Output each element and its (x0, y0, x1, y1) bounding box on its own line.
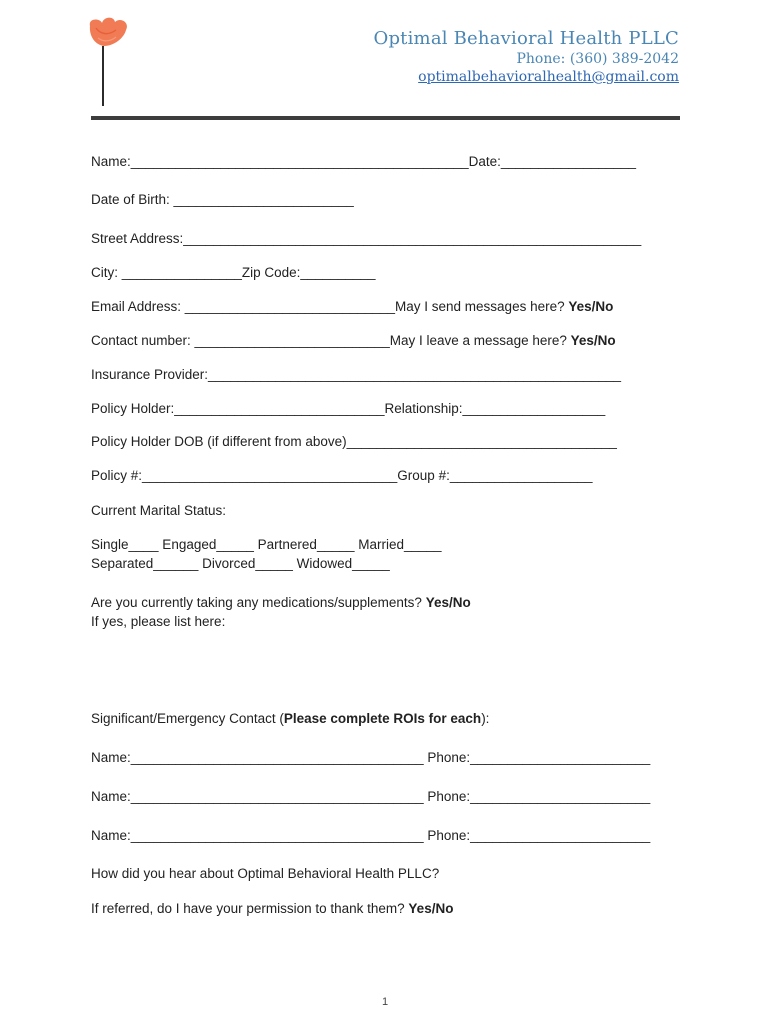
email-row (91, 299, 613, 315)
referral-source-question: How did you hear about Optimal Behavioral Health PLLC? (91, 866, 440, 881)
emergency-contact-row[interactable]: Name:_______________________________________ Phone:________________________ (91, 789, 651, 804)
email-field[interactable]: Email Address: ____________________________ (91, 299, 396, 314)
header-divider (91, 116, 680, 120)
org-phone: Phone: (360) 389-2042 (516, 51, 679, 67)
org-email-link[interactable]: optimalbehavioralhealth@gmail.com (418, 69, 679, 85)
policy-group-field[interactable]: Policy #:__________________________________Group #:___________________ (91, 468, 593, 483)
medications-question: Are you currently taking any medications/supplements? (91, 595, 426, 610)
contact-number-field[interactable]: Contact number: __________________________ (91, 333, 390, 348)
policy-holder-dob-field[interactable]: Policy Holder DOB (if different from above)____________________________________ (91, 434, 617, 449)
marital-options-row1[interactable]: Single____ Engaged_____ Partnered_____ Married_____ (91, 537, 442, 552)
org-name: Optimal Behavioral Health PLLC (373, 28, 679, 49)
emergency-roi-note: Please complete ROIs for each (283, 711, 482, 726)
poppy-flower-icon (86, 16, 130, 108)
referral-yes-no[interactable]: Yes/No (408, 901, 454, 916)
page-number: 1 (381, 996, 389, 1008)
letterhead (373, 28, 679, 85)
insurance-provider-field[interactable]: Insurance Provider:_______________________________________________________ (91, 367, 622, 382)
emergency-contact-row[interactable]: Name:_______________________________________ Phone:________________________ (91, 828, 651, 843)
medications-yes-no[interactable]: Yes/No (425, 595, 471, 610)
medications-row (91, 595, 471, 611)
contact-yes-no[interactable]: Yes/No (570, 333, 616, 348)
emergency-suffix: ): (481, 711, 490, 726)
medications-list-label: If yes, please list here: (91, 614, 226, 629)
emergency-prefix: Significant/Emergency Contact ( (91, 711, 284, 726)
contact-row (91, 333, 616, 349)
name-date-field[interactable]: Name:_____________________________________________Date:__________________ (91, 154, 637, 169)
city-zip-field[interactable]: City: ________________Zip Code:__________ (91, 265, 376, 280)
emergency-contact-row[interactable]: Name:_______________________________________ Phone:________________________ (91, 750, 651, 765)
marital-status-label: Current Marital Status: (91, 503, 227, 518)
referral-permission-row (91, 901, 453, 917)
marital-options-row2[interactable]: Separated______ Divorced_____ Widowed_____ (91, 556, 390, 571)
dob-field[interactable]: Date of Birth: ________________________ (91, 192, 354, 207)
email-yes-no[interactable]: Yes/No (568, 299, 614, 314)
emergency-contact-heading (91, 711, 489, 727)
contact-question: May I leave a message here? (389, 333, 571, 348)
referral-permission-question: If referred, do I have your permission to thank them? (91, 901, 409, 916)
email-question: May I send messages here? (395, 299, 569, 314)
policy-holder-field[interactable]: Policy Holder:____________________________Relationship:___________________ (91, 401, 606, 416)
street-address-field[interactable]: Street Address:_____________________________________________________________ (91, 231, 642, 246)
